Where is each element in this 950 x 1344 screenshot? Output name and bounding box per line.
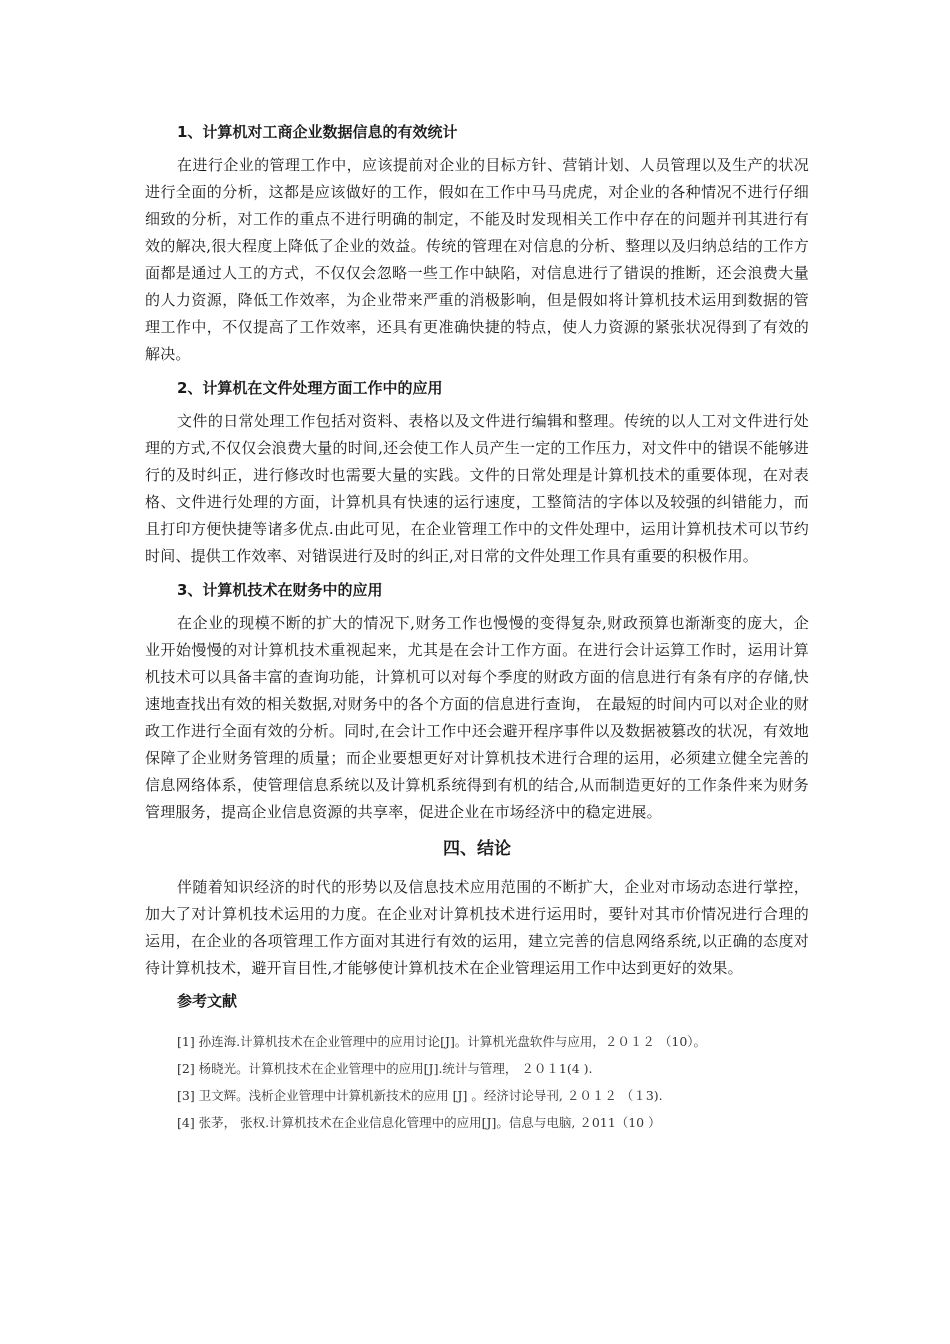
section-2-paragraph: 文件的日常处理工作包括对资料、表格以及文件进行编辑和整理。传统的以人工对文件进行处理的方式,不仅仅会浪费大量的时间,还会使工作人员产生一定的工作压力，对文件中的错误不能够进行的及时纠正，进行修改时也需要大量的实践。文件的日常处理是计算机技术的重要体现，在对表格、文件进行处理的方面，计算机具有快速的运行速度，工整简洁的字体以及较强的纠错能力，而且打印方便快捷等诸多优点.由此可见，在企业管理工作中的文件处理中，运用计算机技术可以节约时间、提供工作效率、对错误进行及时的纠正,对日常的文件处理工作具有重要的积极作用。 bbox=[145, 412, 809, 565]
references-heading: 参考文献 bbox=[177, 992, 238, 1010]
references-list bbox=[145, 1028, 809, 1136]
section-2-heading: 2、计算机在文件处理方面工作中的应用 bbox=[177, 379, 443, 397]
reference-item: [1] 孙连海.计算机技术在企业管理中的应用讨论[J]。计算机光盘软件与应用，２０１２ （10）。 bbox=[177, 1034, 707, 1049]
section-3-paragraph: 在企业的现模不断的扩大的情况下,财务工作也慢慢的变得复杂,财政预算也渐渐变的庞大，企业开始慢慢的对计算机技术重视起来，尤其是在会计工作方面。在进行会计运算工作时，运用计算机技术可以具备丰富的查询功能，计算机可以对每个季度的财政方面的信息进行有条有序的存储,快速地查找出有效的相关数据,对财务中的各个方面的信息进行查询， 在最短的时间内可以对企业的财政工作进行全面有效的分析。同时,在会计工作中还会避开程序事件以及数据被篡改的状况，有效地保障了企业财务管理的质量；而企业要想更好对计算机技术进行合理的运用，必须建立健全完善的信息网络体系，使管理信息系统以及计算机系统得到有机的结合,从而制造更好的工作条件来为财务管理服务，提高企业信息资源的共享率，促进企业在市场经济中的稳定进展。 bbox=[145, 614, 809, 821]
reference-item: [4] 张茅， 张权.计算机技术在企业信息化管理中的应用[J]。信息与电脑, ２011（10 ） bbox=[177, 1115, 661, 1130]
section-3-heading: 3、计算机技术在财务中的应用 bbox=[177, 581, 383, 599]
reference-item: [2] 杨晓光。计算机技术在企业管理中的应用[J].统计与管理， ２０１1(4 ). bbox=[177, 1061, 593, 1076]
section-1-paragraph: 在进行企业的管理工作中，应该提前对企业的目标方针、营销计划、人员管理以及生产的状况进行全面的分析，这都是应该做好的工作，假如在工作中马马虎虎，对企业的各种情况不进行仔细细致的分析，对工作的重点不进行明确的制定，不能及时发现相关工作中存在的问题并刊其进行有效的解决,很大程度上降低了企业的效益。传统的管理在对信息的分析、整理以及归纳总结的工作方面都是通过人工的方式，不仅仅会忽略一些工作中缺陷，对信息进行了错误的推断，还会浪费大量的人力资源，降低工作效率，为企业带来严重的消极影响，但是假如将计算机技术运用到数据的管理工作中，不仅提高了工作效率，还具有更准确快捷的特点，使人力资源的紧张状况得到了有效的解决。 bbox=[145, 156, 809, 363]
section-1-heading: 1、计算机对工商企业数据信息的有效统计 bbox=[177, 123, 458, 141]
conclusion-title: 四、结论 bbox=[443, 839, 511, 859]
document-body bbox=[145, 118, 809, 1136]
reference-item: [3] 卫文辉。浅析企业管理中计算机新技术的应用 [J] 。经济讨论导刊, ２０１２ （１3). bbox=[177, 1088, 663, 1103]
conclusion-paragraph: 伴随着知识经济的时代的形势以及信息技术应用范围的不断扩大，企业对市场动态进行掌控，加大了对计算机技术运用的力度。在企业对计算机技术进行运用时，要针对其市价情况进行合理的运用，在企业的各项管理工作方面对其进行有效的运用，建立完善的信息网络系统,以正确的态度对待计算机技术，避开盲目性,才能够使计算机技术在企业管理运用工作中达到更好的效果。 bbox=[145, 878, 809, 977]
